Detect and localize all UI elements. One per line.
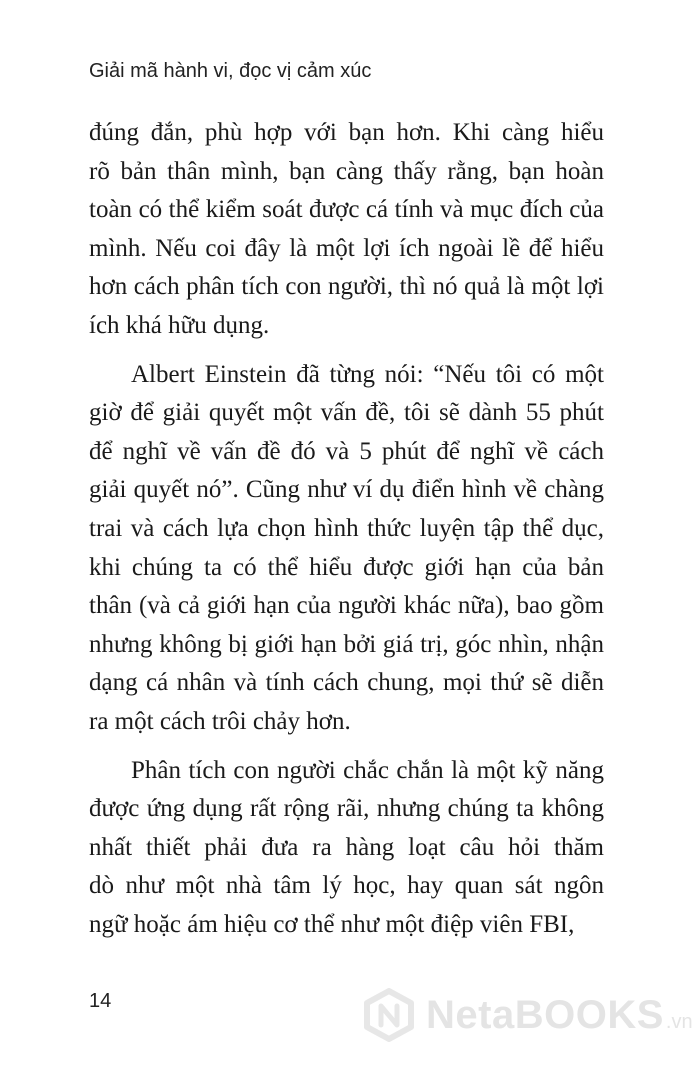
text-line: ra một cách trôi chảy hơn. [89, 707, 351, 735]
text-line: khi chúng ta có thể hiểu được giới hạn của bản [89, 553, 604, 581]
page-number: 14 [89, 990, 112, 1012]
text-line: Phân tích con người chắc chắn là một kỹ năng [131, 756, 604, 784]
watermark-domain: .vn [665, 1010, 693, 1033]
paragraph [89, 114, 604, 346]
text-line: giờ để giải quyết một vấn đề, tôi sẽ dành 55 phút [89, 399, 604, 427]
text-line: thân (và cả giới hạn của người khác nữa), bao gồm [89, 592, 604, 620]
netabooks-logo-icon [362, 988, 416, 1042]
running-header-title: Giải mã hành vi, đọc vị cảm xúc [89, 60, 372, 82]
text-line: rõ bản thân mình, bạn càng thấy rằng, bạn hoàn [89, 157, 604, 185]
body-text [89, 114, 604, 954]
text-line: được ứng dụng rất rộng rãi, nhưng chúng ta không [89, 795, 604, 823]
text-line: trai và cách lựa chọn hình thức luyện tập thể dục, [89, 514, 604, 542]
text-line: giải quyết nó”. Cũng như ví dụ điển hình về chàng [89, 476, 604, 504]
text-line: dò như một nhà tâm lý học, hay quan sát ngôn [89, 872, 604, 900]
text-line: ngữ hoặc ám hiệu cơ thể như một điệp viên FBI, [89, 910, 575, 938]
text-line: ích khá hữu dụng. [89, 311, 270, 339]
text-line: hơn cách phân tích con người, thì nó quả là một lợi [89, 273, 604, 301]
watermark-brand: NetaBOOKS [426, 993, 664, 1037]
text-line: Albert Einstein đã từng nói: “Nếu tôi có một [131, 360, 604, 388]
watermark [362, 988, 693, 1042]
text-line: toàn có thể kiểm soát được cá tính và mục đích của [89, 196, 604, 224]
text-line: mình. Nếu coi đây là một lợi ích ngoài lề để hiểu [89, 234, 604, 262]
paragraph [89, 356, 604, 742]
text-line: để nghĩ về vấn đề đó và 5 phút để nghĩ về cách [89, 437, 604, 465]
text-line: nhất thiết phải đưa ra hàng loạt câu hỏi thăm [89, 833, 604, 861]
paragraph [89, 752, 604, 945]
text-line: đúng đắn, phù hợp với bạn hơn. Khi càng hiểu [89, 119, 604, 146]
text-line: nhưng không bị giới hạn bởi giá trị, góc nhìn, nhận [89, 630, 604, 658]
text-line: dạng cá nhân và tính cách chung, mọi thứ sẽ diễn [89, 669, 604, 697]
